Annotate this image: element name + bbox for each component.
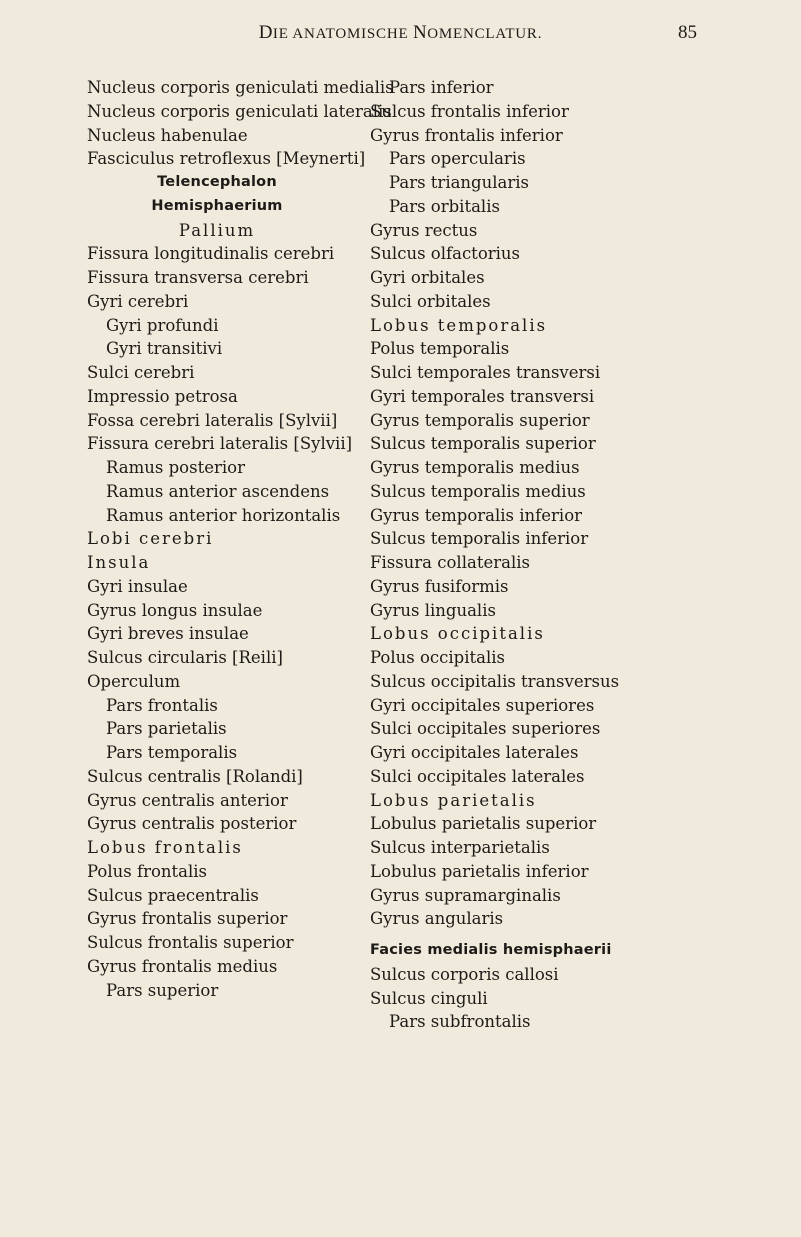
term-entry: Polus temporalis	[370, 339, 510, 359]
term-entry: Polus frontalis	[87, 861, 208, 881]
subterm-entry: Ramus posterior	[106, 458, 245, 477]
subterm-entry: Gyri transitivi	[106, 339, 223, 359]
term-entry: Sulcus occipitalis transversus	[370, 671, 620, 691]
term-entry: Gyrus supramarginalis	[370, 885, 561, 905]
term-entry: Gyrus angularis	[370, 909, 504, 929]
term-entry: Sulci cerebri	[87, 363, 195, 382]
term-entry: Fasciculus retroflexus [Meynerti]	[87, 149, 366, 169]
term-entry: Nucleus habenulae	[87, 125, 248, 145]
term-entry: Gyri breves insulae	[87, 624, 249, 644]
term-entry: Lobulus parietalis superior	[370, 814, 597, 834]
term-entry: Nucleus corporis geniculati medialis	[87, 78, 394, 97]
subterm-entry: Pars opercularis	[389, 149, 526, 169]
section-heading: Hemisphaerium	[151, 197, 283, 214]
title-smallcaps-1: IE ANATOMISCHE	[272, 26, 413, 42]
subterm-entry: Pars frontalis	[106, 695, 218, 715]
subterm-entry: Pars inferior	[389, 78, 494, 97]
term-entry: Gyri occipitales laterales	[370, 743, 579, 762]
term-entry: Gyrus temporalis superior	[370, 410, 590, 430]
term-entry: Sulci orbitales	[370, 291, 491, 311]
subsection-heading: Pallium	[178, 220, 256, 240]
section-term: Insula	[87, 553, 151, 572]
term-entry: Gyri cerebri	[87, 291, 189, 311]
section-heading: Telencephalon	[157, 174, 277, 190]
term-entry: Gyrus temporalis medius	[370, 458, 580, 477]
term-entry: Sulci occipitales superiores	[370, 719, 601, 739]
title-smallcaps-2: OMENCLATUR.	[427, 26, 543, 42]
section-term: Lobus parietalis	[370, 790, 537, 810]
term-entry: Sulcus frontalis inferior	[370, 101, 569, 121]
title-initial-1: D	[258, 22, 273, 43]
term-entry: Nucleus corporis geniculati lateralis	[87, 101, 392, 121]
term-entry: Sulcus interparietalis	[370, 838, 550, 857]
term-entry: Fossa cerebri lateralis [Sylvii]	[87, 410, 338, 430]
term-entry: Gyri occipitales superiores	[370, 695, 595, 715]
term-entry: Sulcus praecentralis	[87, 885, 259, 905]
subterm-entry: Pars subfrontalis	[389, 1012, 531, 1032]
term-entry: Fissura transversa cerebri	[87, 268, 309, 287]
term-entry: Gyrus frontalis inferior	[370, 125, 563, 145]
term-entry: Gyrus temporalis inferior	[370, 505, 583, 525]
term-entry: Gyrus lingualis	[370, 600, 496, 620]
term-entry: Fissura longitudinalis cerebri	[87, 244, 335, 264]
section-term: Lobi cerebri	[87, 529, 214, 549]
term-entry: Gyrus fusiformis	[370, 576, 509, 596]
subterm-entry: Gyri profundi	[106, 315, 219, 335]
term-entry: Fissura collateralis	[370, 553, 530, 572]
term-entry: Gyrus longus insulae	[87, 600, 263, 620]
term-entry: Gyri orbitales	[370, 268, 485, 287]
subterm-entry: Ramus anterior ascendens	[106, 481, 330, 501]
term-entry: Sulcus olfactorius	[370, 244, 521, 264]
term-entry: Gyri insulae	[87, 576, 188, 596]
term-entry: Sulcus circularis [Reili]	[87, 648, 283, 667]
term-entry: Sulcus temporalis medius	[370, 481, 586, 501]
section-gap	[370, 931, 715, 939]
term-entry: Gyrus frontalis medius	[87, 956, 278, 976]
section-term: Lobus frontalis	[87, 838, 243, 857]
term-entry: Gyri temporales transversi	[370, 386, 595, 406]
term-entry: Gyrus rectus	[370, 220, 478, 240]
term-entry: Operculum	[87, 671, 181, 691]
term-entry: Polus occipitalis	[370, 648, 506, 667]
subterm-entry: Pars orbitalis	[389, 196, 500, 216]
term-entry: Sulcus temporalis superior	[370, 434, 596, 454]
term-entry: Sulcus corporis callosi	[370, 964, 559, 984]
section-term: Lobus occipitalis	[370, 624, 545, 644]
term-entry: Sulci occipitales laterales	[370, 766, 585, 786]
subterm-entry: Ramus anterior horizontalis	[106, 505, 341, 525]
term-entry: Sulcus temporalis inferior	[370, 529, 589, 549]
term-entry: Fissura cerebri lateralis [Sylvii]	[87, 434, 353, 454]
section-term: Lobus temporalis	[370, 315, 548, 335]
term-entry: Gyrus centralis posterior	[87, 814, 297, 834]
term-entry: Gyrus frontalis superior	[87, 909, 288, 929]
section-heading: Facies medialis hemisphaerii	[370, 942, 612, 958]
term-entry: Sulcus centralis [Rolandi]	[87, 766, 303, 786]
subterm-entry: Pars temporalis	[106, 743, 238, 762]
subterm-entry: Pars triangularis	[389, 173, 529, 192]
term-entry: Sulcus frontalis superior	[87, 933, 294, 952]
subterm-entry: Pars superior	[106, 980, 219, 1000]
right-column	[370, 76, 715, 1034]
term-entry: Gyrus centralis anterior	[87, 790, 288, 810]
running-header	[0, 22, 801, 52]
term-entry: Impressio petrosa	[87, 386, 238, 406]
term-entry: Sulci temporales transversi	[370, 363, 601, 382]
term-entry: Lobulus parietalis inferior	[370, 861, 589, 881]
term-entry: Sulcus cinguli	[370, 988, 488, 1008]
page-number: 85	[678, 22, 697, 43]
subterm-entry: Pars parietalis	[106, 719, 227, 739]
title-initial-2: N	[413, 22, 428, 43]
